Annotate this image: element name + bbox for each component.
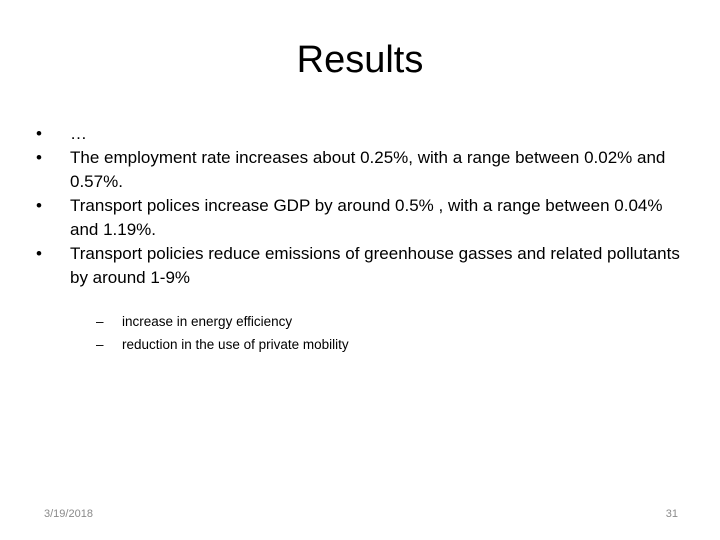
sub-bullet-list — [96, 310, 656, 356]
sub-bullet-item — [96, 333, 656, 356]
bullet-text: … — [70, 124, 87, 143]
bullet-dot-icon: • — [36, 196, 42, 215]
dash-icon: – — [96, 314, 104, 329]
page-number: 31 — [665, 508, 678, 520]
dash-icon: – — [96, 337, 104, 352]
bullet-text: The employment rate increases about 0.25%, with a range between 0.02% and 0.57%. — [70, 148, 666, 191]
bullet-text: Transport policies reduce emissions of greenhouse gasses and related pollutants by around 1-9% — [70, 244, 680, 287]
bullet-item — [36, 242, 686, 290]
bullet-dot-icon: • — [36, 148, 42, 167]
slide-title: Results — [296, 39, 424, 81]
bullet-item — [36, 146, 686, 194]
bullet-list — [36, 122, 686, 290]
footer-date: 3/19/2018 — [44, 508, 93, 520]
sub-bullet-text: reduction in the use of private mobility — [122, 337, 349, 352]
bullet-dot-icon: • — [36, 244, 42, 263]
bullet-text: Transport polices increase GDP by around 0.5% , with a range between 0.04% and 1.19%. — [70, 196, 663, 239]
bullet-item — [36, 194, 686, 242]
bullet-dot-icon: • — [36, 124, 42, 143]
sub-bullet-item — [96, 310, 656, 333]
bullet-item — [36, 122, 686, 146]
sub-bullet-text: increase in energy efficiency — [122, 314, 293, 329]
